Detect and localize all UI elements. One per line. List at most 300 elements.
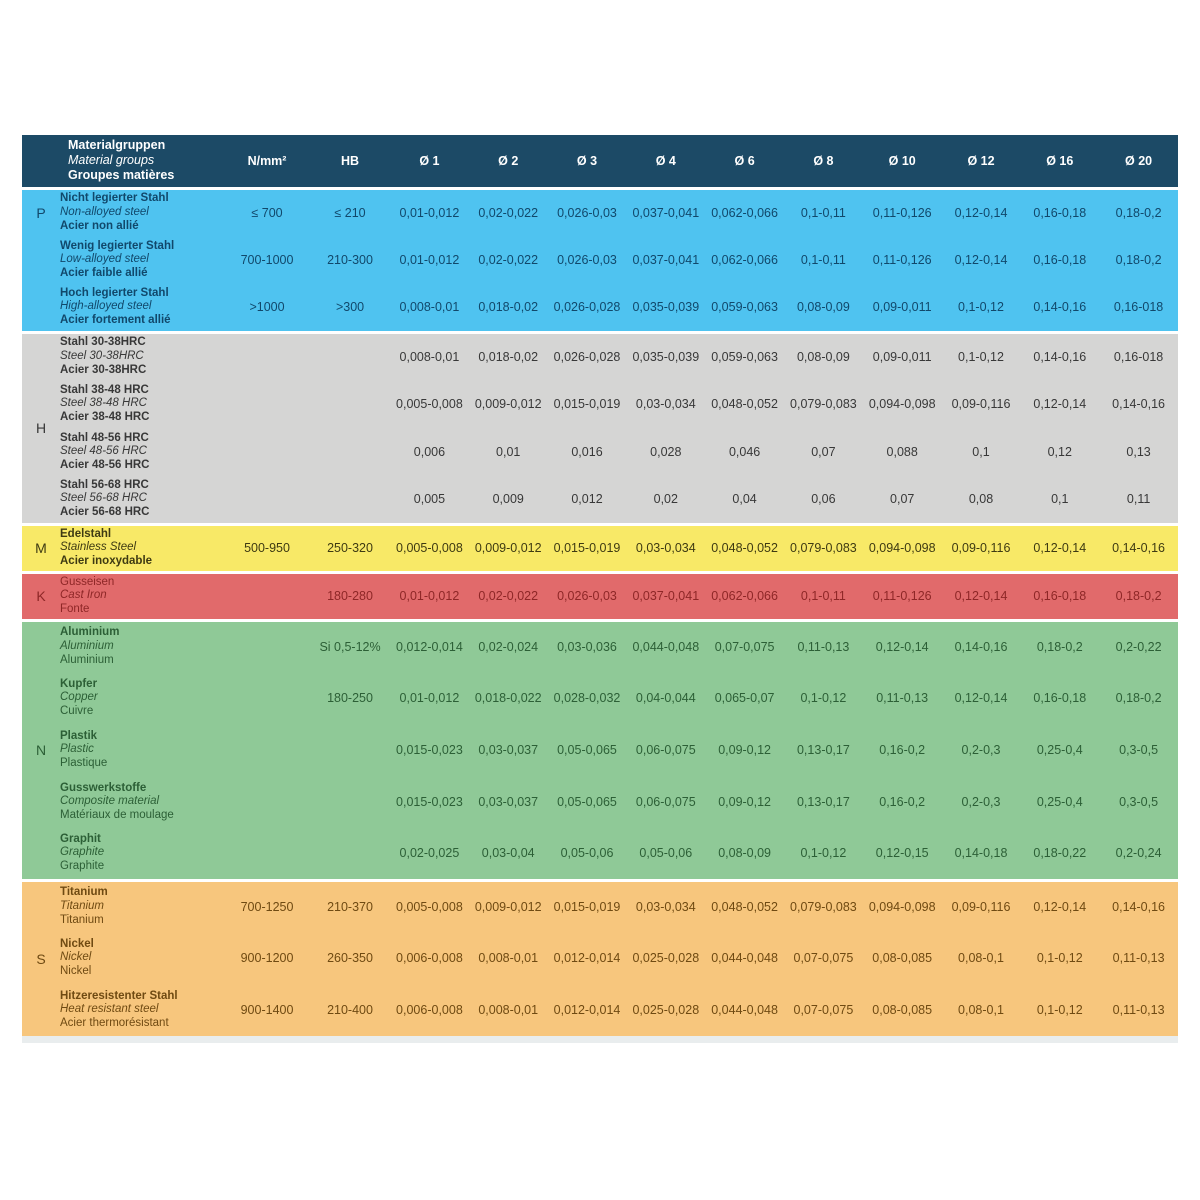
feed-value-cell: 0,12-0,14	[942, 236, 1021, 284]
feed-value-cell: 0,12-0,14	[1020, 880, 1099, 932]
feed-value-cell: 0,079-0,083	[784, 880, 863, 932]
material-name-cell	[60, 428, 224, 476]
feed-value-cell: 0,05-0,06	[548, 828, 627, 880]
feed-value-cell: 0,11-0,126	[863, 188, 942, 236]
hb-cell: 210-370	[310, 880, 390, 932]
feed-value-cell: 0,008-0,01	[469, 932, 548, 984]
hb-cell: 210-300	[310, 236, 390, 284]
feed-value-cell: 0,01-0,012	[390, 188, 469, 236]
feed-value-cell: 0,09-0,011	[863, 284, 942, 332]
feed-value-cell: 0,03-0,034	[626, 524, 705, 572]
feed-value-cell: 0,14-0,16	[1020, 332, 1099, 380]
feed-value-cell: 0,08-0,09	[784, 284, 863, 332]
feed-value-cell: 0,079-0,083	[784, 524, 863, 572]
feed-value-cell: 0,02-0,025	[390, 828, 469, 880]
material-name-fr: Plastique	[60, 756, 108, 769]
feed-value-cell: 0,005-0,008	[390, 880, 469, 932]
feed-value-cell: 0,01-0,012	[390, 672, 469, 724]
hb-cell	[310, 332, 390, 380]
feed-value-cell: 0,05-0,065	[548, 724, 627, 776]
nmm-cell: 700-1000	[224, 236, 310, 284]
feed-value-cell: 0,094-0,098	[863, 380, 942, 428]
material-name-cell	[60, 284, 224, 332]
group-letter-S: S	[22, 880, 60, 1036]
feed-value-cell: 0,015-0,019	[548, 880, 627, 932]
group-letter-P: P	[22, 188, 60, 332]
material-name-de: Gusswerkstoffe	[60, 781, 147, 794]
nmm-cell	[224, 724, 310, 776]
feed-value-cell: 0,028	[626, 428, 705, 476]
material-name-cell	[60, 880, 224, 932]
material-name-fr: Fonte	[60, 602, 90, 615]
feed-value-cell: 0,08-0,085	[863, 932, 942, 984]
material-name-cell	[60, 776, 224, 828]
feed-value-cell: 0,09-0,12	[705, 724, 784, 776]
nmm-cell: 700-1250	[224, 880, 310, 932]
feed-value-cell: 0,037-0,041	[626, 572, 705, 620]
material-name-cell	[60, 380, 224, 428]
feed-value-cell: 0,026-0,028	[548, 284, 627, 332]
feed-value-cell: 0,07	[863, 476, 942, 524]
material-name-de: Kupfer	[60, 677, 98, 690]
nmm-cell: 900-1400	[224, 984, 310, 1036]
feed-value-cell: 0,026-0,03	[548, 236, 627, 284]
feed-value-cell: 0,037-0,041	[626, 188, 705, 236]
feed-value-cell: 0,025-0,028	[626, 932, 705, 984]
feed-value-cell: 0,12-0,14	[942, 672, 1021, 724]
col-header-16: Ø 16	[1020, 135, 1099, 188]
feed-value-cell: 0,015-0,023	[390, 724, 469, 776]
col-header-4: Ø 4	[626, 135, 705, 188]
feed-value-cell: 0,08-0,1	[942, 932, 1021, 984]
material-name-cell	[60, 572, 224, 620]
feed-value-cell: 0,1-0,12	[784, 672, 863, 724]
feed-value-cell: 0,11-0,126	[863, 572, 942, 620]
feed-value-cell: 0,015-0,023	[390, 776, 469, 828]
feed-value-cell: 0,13-0,17	[784, 724, 863, 776]
material-name-fr: Acier 48-56 HRC	[60, 458, 150, 471]
material-row	[22, 620, 1178, 672]
material-name-de: Stahl 30-38HRC	[60, 336, 146, 349]
feed-value-cell: 0,044-0,048	[705, 932, 784, 984]
feed-value-cell: 0,13-0,17	[784, 776, 863, 828]
feed-value-cell: 0,12-0,14	[1020, 380, 1099, 428]
material-name-de: Nicht legierter Stahl	[60, 192, 169, 205]
col-header-6: Ø 6	[705, 135, 784, 188]
feed-value-cell: 0,006-0,008	[390, 932, 469, 984]
col-header-3: Ø 3	[548, 135, 627, 188]
hb-cell: >300	[310, 284, 390, 332]
feed-value-cell: 0,03-0,034	[626, 380, 705, 428]
hb-cell	[310, 428, 390, 476]
material-name-cell	[60, 984, 224, 1036]
feed-value-cell: 0,18-0,2	[1099, 188, 1178, 236]
material-name-en: Graphite	[60, 846, 105, 859]
feed-value-cell: 0,046	[705, 428, 784, 476]
feed-value-cell: 0,02-0,022	[469, 236, 548, 284]
feed-value-cell: 0,3-0,5	[1099, 776, 1178, 828]
feed-value-cell: 0,005-0,008	[390, 380, 469, 428]
feed-value-cell: 0,18-0,2	[1099, 572, 1178, 620]
feed-value-cell: 0,08-0,09	[705, 828, 784, 880]
feed-value-cell: 0,14-0,16	[942, 620, 1021, 672]
feed-value-cell: 0,088	[863, 428, 942, 476]
material-name-en: Steel 38-48 HRC	[60, 397, 147, 410]
feed-value-cell: 0,12	[1020, 428, 1099, 476]
material-name-en: Steel 30-38HRC	[60, 349, 144, 362]
feed-value-cell: 0,026-0,03	[548, 572, 627, 620]
material-row	[22, 476, 1178, 524]
feed-value-cell: 0,2-0,3	[942, 724, 1021, 776]
feed-value-cell: 0,11-0,13	[1099, 984, 1178, 1036]
group-letter-H: H	[22, 332, 60, 524]
feed-value-cell: 0,009	[469, 476, 548, 524]
col-header-nmm: N/mm²	[224, 135, 310, 188]
feed-value-cell: 0,18-0,2	[1099, 236, 1178, 284]
feed-value-cell: 0,2-0,22	[1099, 620, 1178, 672]
material-name-fr: Cuivre	[60, 704, 94, 717]
material-name-en: Cast Iron	[60, 589, 107, 602]
header-row	[22, 135, 1178, 188]
feed-value-cell: 0,012-0,014	[390, 620, 469, 672]
hb-cell: 260-350	[310, 932, 390, 984]
material-name-en: Aluminium	[60, 639, 114, 652]
feed-value-cell: 0,012	[548, 476, 627, 524]
group-P	[22, 188, 1178, 332]
feed-value-cell: 0,14-0,18	[942, 828, 1021, 880]
feed-value-cell: 0,1-0,12	[1020, 932, 1099, 984]
feed-value-cell: 0,25-0,4	[1020, 776, 1099, 828]
hb-cell	[310, 380, 390, 428]
feed-value-cell: 0,048-0,052	[705, 880, 784, 932]
material-row	[22, 332, 1178, 380]
feed-value-cell: 0,03-0,036	[548, 620, 627, 672]
material-name-fr: Aluminium	[60, 653, 114, 666]
feed-value-cell: 0,1-0,12	[1020, 984, 1099, 1036]
material-feed-table-wrap	[22, 135, 1178, 1043]
material-name-cell	[60, 672, 224, 724]
feed-value-cell: 0,11-0,13	[863, 672, 942, 724]
material-name-cell	[60, 932, 224, 984]
material-name-cell	[60, 476, 224, 524]
feed-value-cell: 0,012-0,014	[548, 984, 627, 1036]
material-name-fr: Acier non allié	[60, 219, 139, 232]
feed-value-cell: 0,005	[390, 476, 469, 524]
feed-value-cell: 0,16-018	[1099, 332, 1178, 380]
nmm-cell: ≤ 700	[224, 188, 310, 236]
material-row	[22, 828, 1178, 880]
feed-value-cell: 0,3-0,5	[1099, 724, 1178, 776]
feed-value-cell: 0,065-0,07	[705, 672, 784, 724]
material-name-fr: Acier thermorésistant	[60, 1016, 169, 1029]
group-letter-M: M	[22, 524, 60, 572]
group-N	[22, 620, 1178, 880]
header-label-de: Materialgruppen	[68, 138, 166, 153]
feed-value-cell: 0,048-0,052	[705, 524, 784, 572]
feed-value-cell: 0,07-0,075	[784, 984, 863, 1036]
group-letter-K: K	[22, 572, 60, 620]
hb-cell: 250-320	[310, 524, 390, 572]
material-row	[22, 984, 1178, 1036]
material-row	[22, 572, 1178, 620]
feed-value-cell: 0,1	[1020, 476, 1099, 524]
feed-value-cell: 0,062-0,066	[705, 572, 784, 620]
material-name-cell	[60, 620, 224, 672]
material-name-fr: Acier 38-48 HRC	[60, 410, 150, 423]
feed-value-cell: 0,14-0,16	[1020, 284, 1099, 332]
col-header-hb: HB	[310, 135, 390, 188]
feed-value-cell: 0,009-0,012	[469, 880, 548, 932]
material-groups-feed-table	[22, 135, 1178, 1036]
material-name-cell	[60, 828, 224, 880]
feed-value-cell: 0,028-0,032	[548, 672, 627, 724]
material-name-cell	[60, 524, 224, 572]
feed-value-cell: 0,016	[548, 428, 627, 476]
nmm-cell	[224, 332, 310, 380]
material-row	[22, 236, 1178, 284]
hb-cell: 180-250	[310, 672, 390, 724]
group-letter-N: N	[22, 620, 60, 880]
group-H	[22, 332, 1178, 524]
material-name-en: Stainless Steel	[60, 541, 137, 554]
material-name-en: Steel 56-68 HRC	[60, 492, 147, 505]
feed-value-cell: 0,07	[784, 428, 863, 476]
feed-value-cell: 0,05-0,065	[548, 776, 627, 828]
feed-value-cell: 0,11-0,13	[1099, 932, 1178, 984]
feed-value-cell: 0,059-0,063	[705, 332, 784, 380]
feed-value-cell: 0,062-0,066	[705, 188, 784, 236]
nmm-cell	[224, 776, 310, 828]
material-name-de: Stahl 38-48 HRC	[60, 383, 149, 396]
feed-value-cell: 0,009-0,012	[469, 524, 548, 572]
col-header-10: Ø 10	[863, 135, 942, 188]
nmm-cell: >1000	[224, 284, 310, 332]
header-label-en: Material groups	[68, 153, 155, 168]
feed-value-cell: 0,1-0,12	[784, 828, 863, 880]
nmm-cell	[224, 572, 310, 620]
material-name-cell	[60, 236, 224, 284]
feed-value-cell: 0,026-0,03	[548, 188, 627, 236]
feed-value-cell: 0,015-0,019	[548, 524, 627, 572]
feed-value-cell: 0,01	[469, 428, 548, 476]
feed-value-cell: 0,16-0,18	[1020, 188, 1099, 236]
feed-value-cell: 0,018-0,02	[469, 332, 548, 380]
feed-value-cell: 0,06-0,075	[626, 724, 705, 776]
feed-value-cell: 0,18-0,2	[1099, 672, 1178, 724]
col-header-1: Ø 1	[390, 135, 469, 188]
hb-cell: 210-400	[310, 984, 390, 1036]
table-header	[22, 135, 1178, 188]
material-name-fr: Acier 56-68 HRC	[60, 506, 150, 519]
feed-value-cell: 0,03-0,037	[469, 776, 548, 828]
feed-value-cell: 0,06-0,075	[626, 776, 705, 828]
feed-value-cell: 0,018-0,02	[469, 284, 548, 332]
feed-value-cell: 0,07-0,075	[705, 620, 784, 672]
col-header-20: Ø 20	[1099, 135, 1178, 188]
feed-value-cell: 0,12-0,14	[942, 572, 1021, 620]
nmm-cell	[224, 620, 310, 672]
feed-value-cell: 0,01-0,012	[390, 236, 469, 284]
feed-value-cell: 0,1-0,11	[784, 572, 863, 620]
feed-value-cell: 0,025-0,028	[626, 984, 705, 1036]
feed-value-cell: 0,02	[626, 476, 705, 524]
feed-value-cell: 0,09-0,116	[942, 524, 1021, 572]
feed-value-cell: 0,008-0,01	[390, 332, 469, 380]
material-name-en: Nickel	[60, 951, 92, 964]
feed-value-cell: 0,079-0,083	[784, 380, 863, 428]
material-row	[22, 524, 1178, 572]
header-label-fr: Groupes matières	[68, 168, 175, 183]
hb-cell: 180-280	[310, 572, 390, 620]
nmm-cell	[224, 828, 310, 880]
feed-value-cell: 0,035-0,039	[626, 284, 705, 332]
feed-value-cell: 0,16-0,18	[1020, 236, 1099, 284]
feed-value-cell: 0,16-0,18	[1020, 672, 1099, 724]
material-name-fr: Acier fortement allié	[60, 314, 171, 327]
feed-value-cell: 0,25-0,4	[1020, 724, 1099, 776]
material-row	[22, 776, 1178, 828]
feed-value-cell: 0,01-0,012	[390, 572, 469, 620]
hb-cell	[310, 476, 390, 524]
feed-value-cell: 0,11-0,13	[784, 620, 863, 672]
material-row	[22, 188, 1178, 236]
material-name-de: Hitzeresistenter Stahl	[60, 989, 178, 1002]
feed-value-cell: 0,16-0,2	[863, 776, 942, 828]
feed-value-cell: 0,09-0,12	[705, 776, 784, 828]
feed-value-cell: 0,006-0,008	[390, 984, 469, 1036]
feed-value-cell: 0,009-0,012	[469, 380, 548, 428]
col-header-8: Ø 8	[784, 135, 863, 188]
feed-value-cell: 0,14-0,16	[1099, 524, 1178, 572]
feed-value-cell: 0,008-0,01	[390, 284, 469, 332]
feed-value-cell: 0,09-0,116	[942, 380, 1021, 428]
feed-value-cell: 0,16-018	[1099, 284, 1178, 332]
feed-value-cell: 0,03-0,04	[469, 828, 548, 880]
feed-value-cell: 0,094-0,098	[863, 524, 942, 572]
material-name-de: Aluminium	[60, 626, 120, 639]
material-name-fr: Matériaux de moulage	[60, 808, 174, 821]
feed-value-cell: 0,1-0,12	[942, 332, 1021, 380]
material-name-cell	[60, 724, 224, 776]
material-name-de: Stahl 48-56 HRC	[60, 431, 149, 444]
feed-value-cell: 0,2-0,24	[1099, 828, 1178, 880]
material-name-cell	[60, 332, 224, 380]
group-K	[22, 572, 1178, 620]
feed-value-cell: 0,1-0,11	[784, 188, 863, 236]
feed-value-cell: 0,13	[1099, 428, 1178, 476]
feed-value-cell: 0,005-0,008	[390, 524, 469, 572]
feed-value-cell: 0,06	[784, 476, 863, 524]
feed-value-cell: 0,12-0,14	[863, 620, 942, 672]
material-name-en: Heat resistant steel	[60, 1003, 159, 1016]
feed-value-cell: 0,048-0,052	[705, 380, 784, 428]
feed-value-cell: 0,026-0,028	[548, 332, 627, 380]
material-row	[22, 880, 1178, 932]
group-S	[22, 880, 1178, 1036]
material-name-de: Graphit	[60, 832, 101, 845]
feed-value-cell: 0,04-0,044	[626, 672, 705, 724]
material-name-fr: Graphite	[60, 860, 105, 873]
feed-value-cell: 0,062-0,066	[705, 236, 784, 284]
nmm-cell	[224, 672, 310, 724]
nmm-cell: 500-950	[224, 524, 310, 572]
material-row	[22, 672, 1178, 724]
feed-value-cell: 0,14-0,16	[1099, 880, 1178, 932]
feed-value-cell: 0,1-0,11	[784, 236, 863, 284]
material-name-de: Titanium	[60, 886, 108, 899]
feed-value-cell: 0,08-0,085	[863, 984, 942, 1036]
feed-value-cell: 0,012-0,014	[548, 932, 627, 984]
hb-cell	[310, 724, 390, 776]
material-name-de: Nickel	[60, 937, 94, 950]
material-name-en: Steel 48-56 HRC	[60, 445, 147, 458]
feed-value-cell: 0,14-0,16	[1099, 380, 1178, 428]
hb-cell	[310, 828, 390, 880]
feed-value-cell: 0,015-0,019	[548, 380, 627, 428]
nmm-cell	[224, 476, 310, 524]
material-name-de: Edelstahl	[60, 527, 112, 540]
feed-value-cell: 0,03-0,037	[469, 724, 548, 776]
feed-value-cell: 0,059-0,063	[705, 284, 784, 332]
feed-value-cell: 0,037-0,041	[626, 236, 705, 284]
material-name-fr: Acier 30-38HRC	[60, 363, 147, 376]
feed-value-cell: 0,07-0,075	[784, 932, 863, 984]
feed-value-cell: 0,09-0,116	[942, 880, 1021, 932]
material-name-de: Hoch legierter Stahl	[60, 286, 169, 299]
feed-value-cell: 0,11-0,126	[863, 236, 942, 284]
material-name-en: Low-alloyed steel	[60, 253, 149, 266]
material-name-fr: Acier inoxydable	[60, 554, 153, 567]
group-M	[22, 524, 1178, 572]
nmm-cell: 900-1200	[224, 932, 310, 984]
feed-value-cell: 0,044-0,048	[626, 620, 705, 672]
feed-value-cell: 0,12-0,14	[942, 188, 1021, 236]
material-row	[22, 380, 1178, 428]
nmm-cell	[224, 380, 310, 428]
table-bottom-shadow	[22, 1036, 1178, 1043]
material-name-en: High-alloyed steel	[60, 300, 152, 313]
material-name-de: Stahl 56-68 HRC	[60, 478, 149, 491]
material-name-en: Plastic	[60, 743, 94, 756]
hb-cell	[310, 776, 390, 828]
feed-value-cell: 0,02-0,022	[469, 572, 548, 620]
nmm-cell	[224, 428, 310, 476]
material-name-de: Wenig legierter Stahl	[60, 239, 175, 252]
hb-cell: ≤ 210	[310, 188, 390, 236]
material-name-fr: Nickel	[60, 964, 92, 977]
feed-value-cell: 0,008-0,01	[469, 984, 548, 1036]
feed-value-cell: 0,04	[705, 476, 784, 524]
feed-value-cell: 0,08-0,1	[942, 984, 1021, 1036]
col-header-2: Ø 2	[469, 135, 548, 188]
feed-value-cell: 0,18-0,22	[1020, 828, 1099, 880]
feed-value-cell: 0,16-0,2	[863, 724, 942, 776]
feed-value-cell: 0,12-0,14	[1020, 524, 1099, 572]
feed-value-cell: 0,08	[942, 476, 1021, 524]
feed-value-cell: 0,006	[390, 428, 469, 476]
hb-cell: Si 0,5-12%	[310, 620, 390, 672]
feed-value-cell: 0,2-0,3	[942, 776, 1021, 828]
material-name-cell	[60, 188, 224, 236]
feed-value-cell: 0,094-0,098	[863, 880, 942, 932]
material-name-en: Titanium	[60, 899, 104, 912]
material-row	[22, 724, 1178, 776]
material-name-en: Composite material	[60, 795, 160, 808]
feed-value-cell: 0,1	[942, 428, 1021, 476]
material-groups-header	[22, 135, 224, 188]
feed-value-cell: 0,035-0,039	[626, 332, 705, 380]
feed-value-cell: 0,16-0,18	[1020, 572, 1099, 620]
